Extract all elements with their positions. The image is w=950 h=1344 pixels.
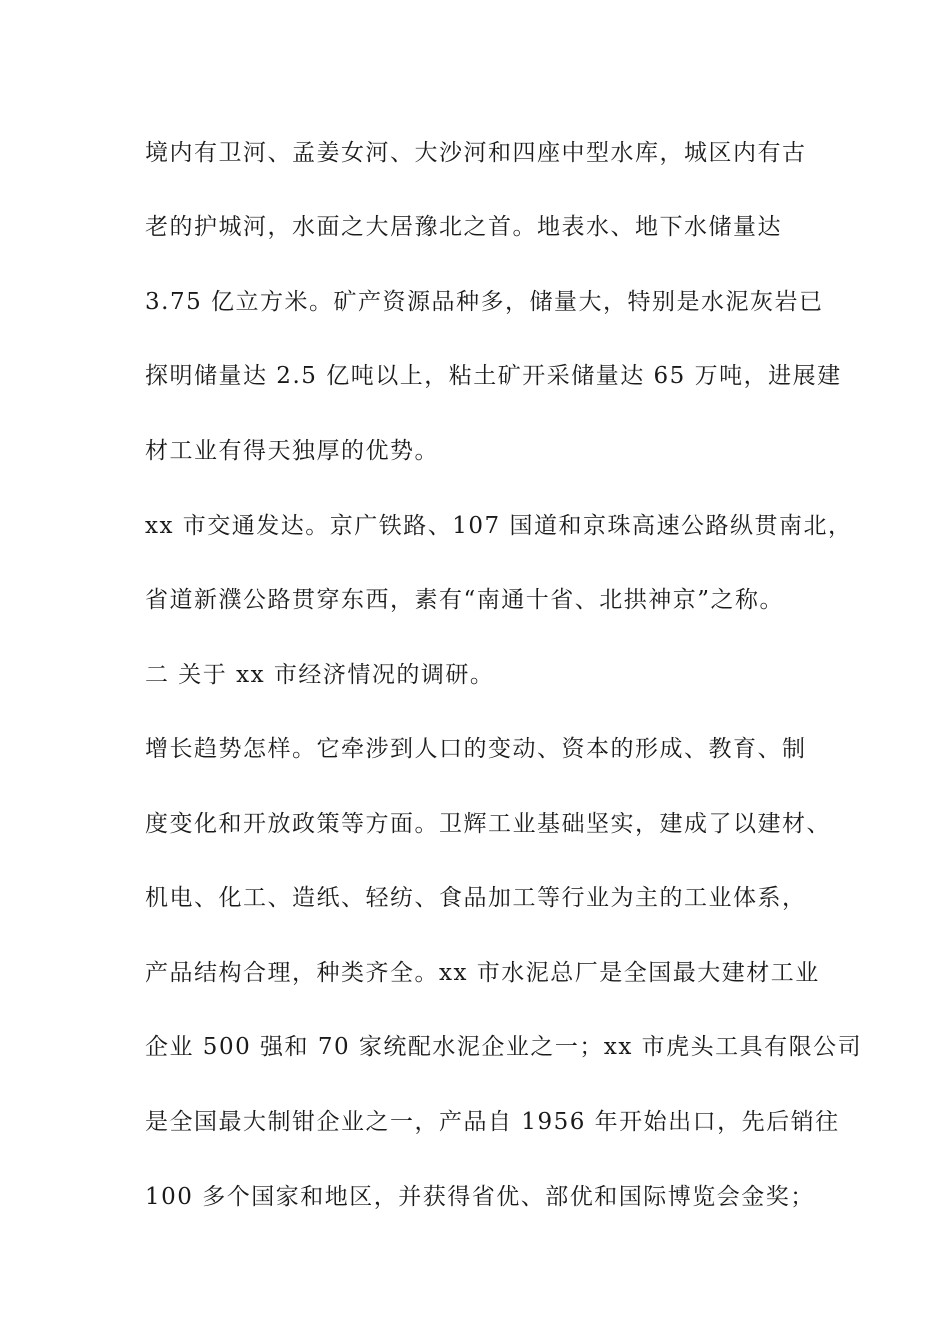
text-line: 100 多个国家和地区，并获得省优、部优和国际博览会金奖； — [145, 1184, 815, 1210]
text-line: 度变化和开放政策等方面。卫辉工业基础坚实，建成了以建材、 — [145, 811, 831, 837]
text-line: 材工业有得天独厚的优势。 — [145, 438, 439, 464]
text-line: 增长趋势怎样。它牵涉到人口的变动、资本的形成、教育、制 — [145, 736, 807, 762]
text-line: 老的护城河，水面之大居豫北之首。地表水、地下水储量达 — [145, 214, 782, 240]
text-line: 3.75 亿立方米。矿产资源品种多，储量大，特别是水泥灰岩已 — [145, 289, 824, 315]
text-line: 省道新濮公路贯穿东西，素有“南通十省、北拱神京”之称。 — [145, 587, 785, 613]
text-line: xx 市交通发达。京广铁路、107 国道和京珠高速公路纵贯南北， — [145, 513, 853, 539]
text-line: 是全国最大制钳企业之一，产品自 1956 年开始出口，先后销往 — [145, 1109, 840, 1135]
section-heading: 二 关于 xx 市经济情况的调研。 — [145, 662, 495, 688]
text-line: 机电、化工、造纸、轻纺、食品加工等行业为主的工业体系， — [145, 885, 807, 911]
text-line: 产品结构合理，种类齐全。xx 市水泥总厂是全国最大建材工业 — [145, 960, 820, 986]
text-line: 探明储量达 2.5 亿吨以上，粘土矿开采储量达 65 万吨，进展建 — [145, 363, 842, 389]
text-line: 境内有卫河、孟姜女河、大沙河和四座中型水库，城区内有古 — [145, 140, 807, 166]
text-line: 企业 500 强和 70 家统配水泥企业之一；xx 市虎头工具有限公司 — [145, 1034, 863, 1060]
